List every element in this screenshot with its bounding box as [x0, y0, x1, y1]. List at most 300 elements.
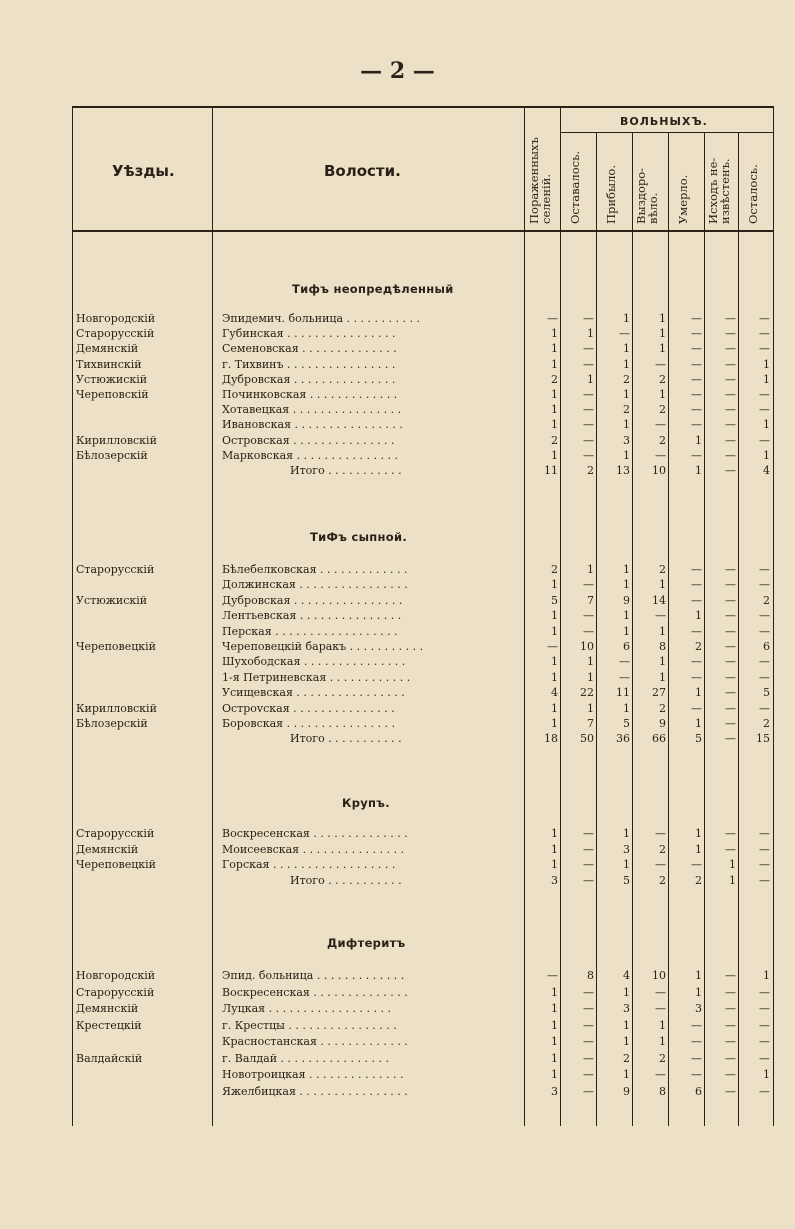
table-cell: —: [691, 858, 702, 871]
table-cell: 1: [623, 1035, 630, 1048]
table-cell: 1: [551, 1051, 558, 1065]
table-cell: —: [725, 357, 736, 371]
table-cell: —: [691, 312, 702, 325]
table-cell: —: [691, 670, 702, 684]
table-cell: 1: [695, 985, 702, 999]
table-cell: 1: [551, 842, 558, 856]
table-cell: 1: [551, 609, 558, 623]
table-cell: —: [655, 418, 666, 432]
table-cell: 2: [763, 717, 770, 730]
table-cell: —: [725, 578, 736, 592]
table-cell: —: [583, 433, 594, 447]
table-cell: —: [759, 327, 770, 341]
table-cell: —: [725, 388, 736, 401]
table-cell: 1: [659, 655, 666, 669]
table-cell: 4: [551, 686, 558, 700]
table-cell: 1: [659, 1035, 666, 1048]
header-ostalos: Осталось.: [746, 164, 760, 224]
table-cell: —: [725, 717, 736, 730]
table-cell: —: [583, 357, 594, 371]
table-cell: —: [759, 858, 770, 871]
table-cell: 2: [763, 593, 770, 607]
table-cell: 11: [616, 686, 630, 700]
table-cell: —: [619, 327, 630, 341]
volost-name: Горская . . . . . . . . . . . . . . . . . .: [222, 858, 396, 871]
volost-name: Перская . . . . . . . . . . . . . . . . . .: [222, 624, 398, 638]
table-cell: 1: [587, 701, 594, 715]
table-cell: 13: [616, 464, 630, 477]
table-cell: —: [725, 327, 736, 341]
table-cell: 1: [763, 1068, 770, 1081]
group-rule: [560, 132, 774, 133]
table-cell: —: [725, 1035, 736, 1048]
table-cell: —: [725, 1018, 736, 1032]
volost-name: Бѣлебелковская . . . . . . . . . . . . .: [222, 563, 408, 576]
section-title: ТиФъ сыпной.: [310, 530, 407, 544]
table-cell: 18: [544, 732, 558, 746]
table-cell: 1: [659, 327, 666, 341]
section-title: Тифъ неопредѣленный: [292, 282, 454, 296]
uezd-name: Демянскій: [76, 842, 139, 856]
table-cell: 11: [544, 464, 558, 477]
table-cell: —: [655, 448, 666, 462]
table-cell: 1: [623, 858, 630, 871]
table-cell: 2: [659, 701, 666, 715]
table-cell: 1: [763, 372, 770, 386]
table-cell: 4: [623, 969, 630, 982]
uezd-name: Новгородскій: [76, 312, 156, 325]
table-cell: 6: [623, 640, 630, 653]
table-cell: —: [583, 342, 594, 356]
volost-name: Семеновская . . . . . . . . . . . . . .: [222, 342, 397, 356]
volost-name: Воскресенская . . . . . . . . . . . . . .: [222, 985, 408, 999]
table-cell: —: [759, 842, 770, 856]
table-cell: —: [725, 448, 736, 462]
volost-name: Марковская . . . . . . . . . . . . . . .: [222, 448, 398, 462]
table-cell: —: [691, 701, 702, 715]
table-cell: 5: [623, 873, 630, 887]
table-cell: 2: [587, 464, 594, 477]
table-cell: 3: [695, 1002, 702, 1015]
table-cell: 6: [695, 1084, 702, 1098]
table-cell: —: [583, 1051, 594, 1065]
table-cell: —: [691, 1051, 702, 1065]
table-cell: 1: [551, 655, 558, 669]
volost-name: Красностанская . . . . . . . . . . . . .: [222, 1035, 408, 1048]
table-cell: —: [583, 1068, 594, 1081]
page-number: — 2 —: [360, 58, 435, 84]
table-cell: 1: [695, 842, 702, 856]
table-cell: —: [725, 1068, 736, 1081]
table-cell: 1: [659, 388, 666, 401]
table-cell: —: [583, 842, 594, 856]
table-cell: —: [691, 372, 702, 386]
table-cell: 8: [659, 1084, 666, 1098]
uezd-name: Новгородскій: [76, 969, 156, 982]
table-cell: —: [725, 433, 736, 447]
table-cell: —: [759, 655, 770, 669]
volost-name: Губинская . . . . . . . . . . . . . . . .: [222, 327, 396, 341]
table-cell: —: [655, 827, 666, 840]
header-vyzdorovelo: Выздоро-вѣло.: [634, 167, 660, 224]
table-cell: 1: [551, 1002, 558, 1015]
table-cell: —: [583, 448, 594, 462]
table-cell: —: [725, 593, 736, 607]
table-cell: 2: [695, 873, 702, 887]
table-cell: —: [583, 985, 594, 999]
table-cell: 1: [623, 578, 630, 592]
table-cell: 1: [551, 1018, 558, 1032]
table-cell: —: [691, 624, 702, 638]
volost-name: Шухободская . . . . . . . . . . . . . . .: [222, 655, 406, 669]
table-cell: —: [725, 640, 736, 653]
table-cell: 1: [587, 670, 594, 684]
volost-name: Моисеевская . . . . . . . . . . . . . . .: [222, 842, 405, 856]
section-title: Крупъ.: [342, 796, 390, 810]
table-cell: —: [691, 327, 702, 341]
table-cell: 1: [551, 670, 558, 684]
table-cell: 3: [551, 1084, 558, 1098]
table-cell: 10: [652, 969, 666, 982]
table-cell: 1: [623, 1018, 630, 1032]
table-cell: 1: [551, 448, 558, 462]
table-cell: 2: [659, 372, 666, 386]
table-cell: —: [759, 563, 770, 576]
table-cell: —: [725, 985, 736, 999]
table-cell: 1: [551, 418, 558, 432]
table-cell: 1: [659, 670, 666, 684]
table-cell: —: [691, 655, 702, 669]
table-cell: —: [583, 388, 594, 401]
table-cell: —: [725, 563, 736, 576]
table-cell: —: [725, 342, 736, 356]
uezd-name: Старорусскій: [76, 827, 155, 840]
table-cell: —: [725, 969, 736, 982]
table-cell: —: [725, 1084, 736, 1098]
uezd-name: Тихвинскій: [76, 357, 142, 371]
table-cell: 2: [551, 433, 558, 447]
table-cell: 1: [695, 433, 702, 447]
table-cell: —: [759, 312, 770, 325]
table-cell: 10: [580, 640, 594, 653]
table-cell: 1: [551, 858, 558, 871]
table-cell: 66: [652, 732, 666, 746]
uezd-name: Бѣлозерскій: [76, 717, 148, 730]
table-cell: 2: [551, 563, 558, 576]
table-cell: —: [655, 985, 666, 999]
table-cell: 1: [551, 388, 558, 401]
table-cell: 1: [623, 624, 630, 638]
volost-name: 1-я Петриневская . . . . . . . . . . . .: [222, 670, 411, 684]
table-cell: 1: [695, 464, 702, 477]
header-umerlo: Умерло.: [676, 174, 690, 224]
table-cell: 1: [695, 969, 702, 982]
table-cell: —: [759, 624, 770, 638]
uezd-name: Крестецкій: [76, 1018, 142, 1032]
table-cell: —: [759, 433, 770, 447]
table-cell: 27: [652, 686, 666, 700]
table-cell: —: [691, 578, 702, 592]
table-cell: —: [759, 827, 770, 840]
table-cell: —: [691, 403, 702, 417]
header-uezdy: Уѣзды.: [112, 162, 175, 180]
volost-name: Должинская . . . . . . . . . . . . . . . .: [222, 578, 408, 592]
table-cell: —: [725, 842, 736, 856]
uezd-name: Старорусскій: [76, 327, 155, 341]
uezd-name: Кирилловскій: [76, 701, 157, 715]
table-cell: 1: [587, 655, 594, 669]
volost-name: Луцкая . . . . . . . . . . . . . . . . . .: [222, 1002, 391, 1015]
uezd-name: Старорусскій: [76, 563, 155, 576]
table-cell: 1: [623, 418, 630, 432]
table-cell: 1: [551, 1068, 558, 1081]
col-rule: [72, 106, 73, 1126]
table-cell: —: [759, 1084, 770, 1098]
statistics-table: [72, 106, 774, 1126]
table-cell: —: [691, 1018, 702, 1032]
table-cell: —: [759, 342, 770, 356]
table-cell: 1: [623, 342, 630, 356]
table-cell: —: [725, 1002, 736, 1015]
table-cell: —: [691, 448, 702, 462]
uezd-name: Череповецкій: [76, 640, 157, 653]
volost-name: Островская . . . . . . . . . . . . . . .: [222, 433, 395, 447]
table-cell: —: [759, 578, 770, 592]
table-cell: —: [583, 827, 594, 840]
table-cell: 15: [756, 732, 770, 746]
header-iskhod: Исходъ не-извѣстенъ.: [706, 157, 732, 224]
table-cell: —: [759, 388, 770, 401]
table-cell: 2: [659, 842, 666, 856]
volost-name: Яжелбицкая . . . . . . . . . . . . . . . .: [222, 1084, 408, 1098]
table-cell: 1: [551, 342, 558, 356]
table-cell: —: [691, 388, 702, 401]
table-cell: 1: [695, 717, 702, 730]
table-cell: 3: [623, 433, 630, 447]
volost-name: Дубровская . . . . . . . . . . . . . . .: [222, 372, 396, 386]
table-cell: —: [583, 1035, 594, 1048]
table-cell: 2: [659, 1051, 666, 1065]
table-cell: 1: [551, 985, 558, 999]
volost-name: Дубровская . . . . . . . . . . . . . . . .: [222, 593, 403, 607]
table-cell: —: [725, 655, 736, 669]
uezd-name: Валдайскій: [76, 1051, 143, 1065]
table-cell: —: [725, 312, 736, 325]
table-cell: 1: [551, 578, 558, 592]
table-cell: —: [691, 593, 702, 607]
table-cell: —: [619, 670, 630, 684]
table-cell: 14: [652, 593, 666, 607]
table-cell: 5: [623, 717, 630, 730]
table-cell: 22: [580, 686, 594, 700]
uezd-name: Череповскій: [76, 388, 149, 401]
volost-name: Хотавецкая . . . . . . . . . . . . . . . .: [222, 403, 402, 417]
table-cell: 7: [587, 717, 594, 730]
table-cell: —: [691, 418, 702, 432]
volost-name: Ивановская . . . . . . . . . . . . . . . .: [222, 418, 403, 432]
total-label: Итого . . . . . . . . . . .: [290, 873, 402, 887]
table-cell: 2: [623, 1051, 630, 1065]
table-cell: —: [583, 1002, 594, 1015]
table-cell: 3: [623, 842, 630, 856]
table-cell: 2: [659, 563, 666, 576]
table-cell: 9: [623, 593, 630, 607]
table-cell: 1: [729, 873, 736, 887]
table-cell: 1: [551, 403, 558, 417]
table-cell: 2: [551, 372, 558, 386]
table-cell: 5: [695, 732, 702, 746]
table-cell: 4: [763, 464, 770, 477]
table-cell: —: [547, 969, 558, 982]
table-cell: 1: [659, 342, 666, 356]
header-porazhennykh: Пораженныхъ селеній.: [527, 137, 553, 224]
table-cell: 2: [659, 873, 666, 887]
table-cell: 9: [659, 717, 666, 730]
col-rule: [773, 106, 774, 1126]
volost-name: Лентьевская . . . . . . . . . . . . . . .: [222, 609, 402, 623]
table-cell: —: [583, 1018, 594, 1032]
table-cell: —: [759, 403, 770, 417]
table-cell: —: [655, 609, 666, 623]
table-cell: 1: [551, 701, 558, 715]
table-cell: 1: [587, 563, 594, 576]
volost-name: Эпид. больница . . . . . . . . . . . . .: [222, 969, 405, 982]
table-cell: —: [759, 1002, 770, 1015]
table-cell: 1: [623, 609, 630, 623]
table-cell: 36: [616, 732, 630, 746]
table-cell: 1: [763, 448, 770, 462]
table-cell: 1: [695, 686, 702, 700]
table-cell: 1: [695, 609, 702, 623]
col-rule: [212, 106, 213, 1126]
table-cell: —: [759, 1051, 770, 1065]
uezd-name: Старорусскій: [76, 985, 155, 999]
table-cell: 1: [623, 563, 630, 576]
table-cell: 1: [623, 827, 630, 840]
header-volosti: Волости.: [324, 162, 401, 180]
table-cell: —: [619, 655, 630, 669]
table-cell: 9: [623, 1084, 630, 1098]
volost-name: г. Крестцы . . . . . . . . . . . . . . . .: [222, 1018, 397, 1032]
header-pribylo: Прибыло.: [604, 164, 618, 224]
table-cell: 1: [659, 1018, 666, 1032]
table-cell: —: [583, 624, 594, 638]
total-label: Итого . . . . . . . . . . .: [290, 464, 402, 477]
volost-name: г. Тихвинъ . . . . . . . . . . . . . . . .: [222, 357, 396, 371]
table-cell: 1: [695, 827, 702, 840]
table-cell: —: [583, 578, 594, 592]
table-cell: —: [759, 609, 770, 623]
table-cell: 1: [551, 827, 558, 840]
volost-name: Новотроицкая . . . . . . . . . . . . . .: [222, 1068, 404, 1081]
volost-name: Воскресенская . . . . . . . . . . . . . .: [222, 827, 408, 840]
table-cell: 1: [623, 388, 630, 401]
table-cell: —: [691, 1035, 702, 1048]
table-cell: —: [691, 1068, 702, 1081]
table-cell: —: [759, 873, 770, 887]
table-cell: 1: [623, 985, 630, 999]
table-cell: —: [691, 563, 702, 576]
volost-name: Череповецкій баракъ . . . . . . . . . . .: [222, 640, 424, 653]
volost-name: Остроvская . . . . . . . . . . . . . . .: [222, 701, 395, 715]
table-cell: 1: [587, 327, 594, 341]
table-cell: —: [759, 985, 770, 999]
table-cell: 1: [551, 1035, 558, 1048]
table-cell: 1: [623, 448, 630, 462]
table-cell: 3: [623, 1002, 630, 1015]
table-cell: —: [725, 827, 736, 840]
table-cell: —: [725, 701, 736, 715]
table-cell: —: [583, 418, 594, 432]
table-cell: —: [583, 858, 594, 871]
table-cell: 1: [587, 372, 594, 386]
header-group-volnykh: ВОЛЬНЫХЪ.: [620, 115, 708, 128]
table-cell: —: [759, 1035, 770, 1048]
table-cell: 2: [659, 403, 666, 417]
table-cell: —: [583, 609, 594, 623]
table-cell: —: [725, 624, 736, 638]
table-cell: —: [725, 418, 736, 432]
table-cell: 2: [623, 403, 630, 417]
volost-name: г. Валдай . . . . . . . . . . . . . . . .: [222, 1051, 389, 1065]
section-title: Дифтеритъ: [327, 936, 406, 950]
volost-name: Починковская . . . . . . . . . . . . .: [222, 388, 398, 401]
table-cell: 1: [551, 624, 558, 638]
table-cell: —: [655, 357, 666, 371]
table-cell: 1: [659, 578, 666, 592]
table-cell: —: [725, 464, 736, 477]
table-cell: 1: [763, 357, 770, 371]
volost-name: Эпидемич. больница . . . . . . . . . . .: [222, 312, 420, 325]
total-label: Итого . . . . . . . . . . .: [290, 732, 402, 746]
table-cell: —: [655, 858, 666, 871]
header-ostavalos: Оставалось.: [568, 150, 582, 224]
table-cell: 1: [551, 357, 558, 371]
table-cell: —: [725, 403, 736, 417]
table-cell: —: [691, 342, 702, 356]
volost-name: Боровская . . . . . . . . . . . . . . . .: [222, 717, 395, 730]
table-cell: —: [725, 609, 736, 623]
uezd-name: Устюжискій: [76, 372, 148, 386]
table-cell: 1: [623, 312, 630, 325]
table-cell: —: [583, 1084, 594, 1098]
uezd-name: Демянскій: [76, 1002, 139, 1015]
table-cell: 1: [659, 624, 666, 638]
table-cell: 2: [695, 640, 702, 653]
table-cell: 1: [763, 969, 770, 982]
table-cell: 5: [551, 593, 558, 607]
table-cell: 1: [659, 312, 666, 325]
table-cell: 1: [729, 858, 736, 871]
table-cell: —: [655, 1068, 666, 1081]
table-cell: 8: [587, 969, 594, 982]
table-cell: 2: [623, 372, 630, 386]
table-cell: 10: [652, 464, 666, 477]
uezd-name: Бѣлозерскій: [76, 448, 148, 462]
table-cell: 6: [763, 640, 770, 653]
table-cell: 2: [659, 433, 666, 447]
table-cell: 50: [580, 732, 594, 746]
uezd-name: Устюжискій: [76, 593, 148, 607]
table-top-rule: [72, 106, 774, 108]
volost-name: Усищевская . . . . . . . . . . . . . . . .: [222, 686, 405, 700]
table-cell: 1: [551, 327, 558, 341]
uezd-name: Демянскій: [76, 342, 139, 356]
table-cell: —: [725, 732, 736, 746]
uezd-name: Кирилловскій: [76, 433, 157, 447]
table-cell: 8: [659, 640, 666, 653]
table-cell: —: [583, 403, 594, 417]
